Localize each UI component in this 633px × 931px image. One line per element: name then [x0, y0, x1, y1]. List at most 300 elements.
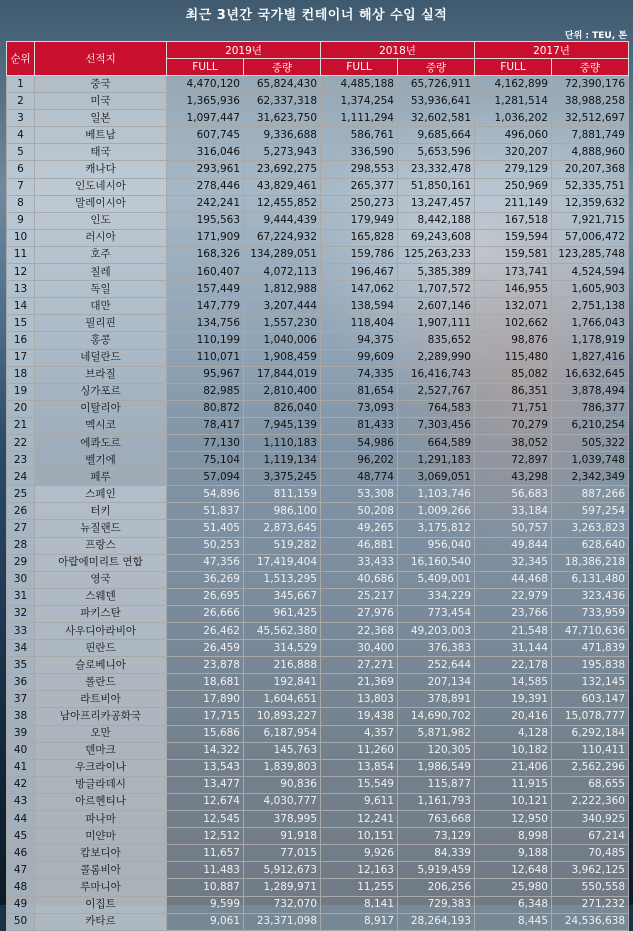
country-cell: 인도네시아	[35, 178, 167, 195]
full-2017-cell: 10,121	[475, 793, 552, 810]
weight-2017-cell: 4,524,594	[552, 264, 629, 281]
table-row	[7, 332, 629, 349]
table-row	[7, 93, 629, 110]
weight-2019-cell: 519,282	[244, 537, 321, 554]
full-2019-cell: 18,681	[167, 674, 244, 691]
weight-2017-cell: 123,285,748	[552, 246, 629, 263]
country-cell: 아르헨티나	[35, 793, 167, 810]
weight-2018-cell: 1,986,549	[398, 759, 475, 776]
full-2018-cell: 159,786	[321, 246, 398, 263]
country-cell: 스웨덴	[35, 588, 167, 605]
table-row	[7, 486, 629, 503]
country-cell: 필리핀	[35, 315, 167, 332]
full-2018-cell: 12,241	[321, 811, 398, 828]
header-2019-full: FULL	[167, 59, 244, 76]
weight-2017-cell: 7,921,715	[552, 212, 629, 229]
full-2019-cell: 54,896	[167, 486, 244, 503]
full-2018-cell: 13,803	[321, 691, 398, 708]
weight-2018-cell: 84,339	[398, 845, 475, 862]
unit-label: 단위 : TEU, 톤	[564, 31, 627, 41]
full-2019-cell: 147,779	[167, 298, 244, 315]
full-2017-cell: 25,980	[475, 879, 552, 896]
full-2017-cell: 72,897	[475, 452, 552, 469]
full-2018-cell: 15,549	[321, 776, 398, 793]
weight-2017-cell: 2,562,296	[552, 759, 629, 776]
weight-2018-cell: 7,303,456	[398, 417, 475, 434]
weight-2017-cell: 340,925	[552, 811, 629, 828]
full-2019-cell: 12,545	[167, 811, 244, 828]
weight-2018-cell: 2,607,146	[398, 298, 475, 315]
country-cell: 슬로베니아	[35, 657, 167, 674]
full-2018-cell: 9,926	[321, 845, 398, 862]
full-2018-cell: 138,594	[321, 298, 398, 315]
full-2019-cell: 77,130	[167, 434, 244, 451]
full-2019-cell: 168,326	[167, 246, 244, 263]
rank-cell: 14	[7, 298, 35, 315]
weight-2019-cell: 12,455,852	[244, 195, 321, 212]
table-row	[7, 178, 629, 195]
country-cell: 캄보디아	[35, 845, 167, 862]
weight-2018-cell: 376,383	[398, 640, 475, 657]
weight-2017-cell: 110,411	[552, 742, 629, 759]
full-2017-cell: 43,298	[475, 469, 552, 486]
table-row	[7, 913, 629, 930]
weight-2019-cell: 1,513,295	[244, 571, 321, 588]
header-2017-full: FULL	[475, 59, 552, 76]
full-2017-cell: 132,071	[475, 298, 552, 315]
weight-2019-cell: 31,623,750	[244, 110, 321, 127]
full-2018-cell: 22,368	[321, 623, 398, 640]
weight-2017-cell: 471,839	[552, 640, 629, 657]
full-2017-cell: 146,955	[475, 281, 552, 298]
rank-cell: 12	[7, 264, 35, 281]
country-cell: 싱가포르	[35, 383, 167, 400]
full-2019-cell: 1,365,936	[167, 93, 244, 110]
full-2019-cell: 195,563	[167, 212, 244, 229]
weight-2018-cell: 23,332,478	[398, 161, 475, 178]
weight-2017-cell: 1,178,919	[552, 332, 629, 349]
weight-2017-cell: 4,888,960	[552, 144, 629, 161]
full-2018-cell: 336,590	[321, 144, 398, 161]
weight-2017-cell: 6,131,480	[552, 571, 629, 588]
rank-cell: 40	[7, 742, 35, 759]
rank-cell: 37	[7, 691, 35, 708]
rank-cell: 6	[7, 161, 35, 178]
weight-2017-cell: 550,558	[552, 879, 629, 896]
weight-2018-cell: 115,877	[398, 776, 475, 793]
weight-2019-cell: 986,100	[244, 503, 321, 520]
table-row	[7, 229, 629, 246]
full-2019-cell: 15,686	[167, 725, 244, 742]
full-2017-cell: 211,149	[475, 195, 552, 212]
header-year-2018: 2018년	[321, 42, 475, 59]
table-row	[7, 588, 629, 605]
full-2019-cell: 10,887	[167, 879, 244, 896]
country-cell: 인도	[35, 212, 167, 229]
table-row	[7, 879, 629, 896]
full-2019-cell: 110,199	[167, 332, 244, 349]
rank-cell: 36	[7, 674, 35, 691]
full-2017-cell: 4,162,899	[475, 76, 552, 93]
weight-2019-cell: 345,667	[244, 588, 321, 605]
weight-2019-cell: 1,040,006	[244, 332, 321, 349]
table-row	[7, 469, 629, 486]
full-2017-cell: 21,548	[475, 623, 552, 640]
rank-cell: 31	[7, 588, 35, 605]
full-2019-cell: 36,269	[167, 571, 244, 588]
header-year-2017: 2017년	[475, 42, 629, 59]
header-rank: 순위	[7, 42, 35, 76]
country-cell: 카타르	[35, 913, 167, 930]
rank-cell: 9	[7, 212, 35, 229]
weight-2019-cell: 1,119,134	[244, 452, 321, 469]
weight-2017-cell: 271,232	[552, 896, 629, 913]
table-row	[7, 708, 629, 725]
full-2018-cell: 53,308	[321, 486, 398, 503]
table-row	[7, 246, 629, 263]
full-2018-cell: 19,438	[321, 708, 398, 725]
full-2017-cell: 50,757	[475, 520, 552, 537]
country-cell: 터키	[35, 503, 167, 520]
full-2017-cell: 21,406	[475, 759, 552, 776]
weight-2017-cell: 38,988,258	[552, 93, 629, 110]
full-2017-cell: 38,052	[475, 434, 552, 451]
weight-2019-cell: 1,110,183	[244, 434, 321, 451]
weight-2017-cell: 67,214	[552, 828, 629, 845]
weight-2018-cell: 1,103,746	[398, 486, 475, 503]
full-2019-cell: 78,417	[167, 417, 244, 434]
rank-cell: 19	[7, 383, 35, 400]
full-2018-cell: 147,062	[321, 281, 398, 298]
table-row	[7, 315, 629, 332]
full-2017-cell: 14,585	[475, 674, 552, 691]
full-2017-cell: 115,480	[475, 349, 552, 366]
table-row	[7, 691, 629, 708]
table-row	[7, 571, 629, 588]
full-2017-cell: 8,445	[475, 913, 552, 930]
rank-cell: 1	[7, 76, 35, 93]
weight-2018-cell: 3,069,051	[398, 469, 475, 486]
table-row	[7, 793, 629, 810]
country-cell: 말레이시아	[35, 195, 167, 212]
weight-2019-cell: 378,995	[244, 811, 321, 828]
rank-cell: 35	[7, 657, 35, 674]
weight-2018-cell: 125,263,233	[398, 246, 475, 263]
weight-2017-cell: 786,377	[552, 400, 629, 417]
table-row	[7, 383, 629, 400]
country-cell: 멕시코	[35, 417, 167, 434]
weight-2017-cell: 47,710,636	[552, 623, 629, 640]
header-2018-weight: 중량	[398, 59, 475, 76]
rank-cell: 29	[7, 554, 35, 571]
full-2018-cell: 12,163	[321, 862, 398, 879]
full-2018-cell: 165,828	[321, 229, 398, 246]
full-2017-cell: 32,345	[475, 554, 552, 571]
rank-cell: 20	[7, 400, 35, 417]
full-2019-cell: 278,446	[167, 178, 244, 195]
full-2018-cell: 118,404	[321, 315, 398, 332]
weight-2019-cell: 1,557,230	[244, 315, 321, 332]
country-cell: 베트남	[35, 127, 167, 144]
full-2018-cell: 25,217	[321, 588, 398, 605]
full-2019-cell: 82,985	[167, 383, 244, 400]
rank-cell: 10	[7, 229, 35, 246]
rank-cell: 38	[7, 708, 35, 725]
table-row	[7, 776, 629, 793]
full-2019-cell: 242,241	[167, 195, 244, 212]
weight-2019-cell: 1,812,988	[244, 281, 321, 298]
weight-2019-cell: 9,336,688	[244, 127, 321, 144]
full-2018-cell: 81,654	[321, 383, 398, 400]
country-cell: 독일	[35, 281, 167, 298]
weight-2019-cell: 5,912,673	[244, 862, 321, 879]
weight-2019-cell: 45,562,380	[244, 623, 321, 640]
full-2018-cell: 250,273	[321, 195, 398, 212]
full-2017-cell: 159,594	[475, 229, 552, 246]
full-2018-cell: 8,917	[321, 913, 398, 930]
weight-2018-cell: 1,009,266	[398, 503, 475, 520]
table-row	[7, 110, 629, 127]
weight-2017-cell: 887,266	[552, 486, 629, 503]
full-2017-cell: 85,082	[475, 366, 552, 383]
table-row	[7, 862, 629, 879]
table-row	[7, 144, 629, 161]
full-2017-cell: 496,060	[475, 127, 552, 144]
weight-2018-cell: 69,243,608	[398, 229, 475, 246]
weight-2017-cell: 505,322	[552, 434, 629, 451]
full-2017-cell: 86,351	[475, 383, 552, 400]
full-2019-cell: 11,657	[167, 845, 244, 862]
full-2018-cell: 30,400	[321, 640, 398, 657]
rank-cell: 2	[7, 93, 35, 110]
full-2017-cell: 12,648	[475, 862, 552, 879]
full-2019-cell: 171,909	[167, 229, 244, 246]
weight-2017-cell: 7,881,749	[552, 127, 629, 144]
weight-2018-cell: 5,919,459	[398, 862, 475, 879]
weight-2018-cell: 956,040	[398, 537, 475, 554]
weight-2019-cell: 6,187,954	[244, 725, 321, 742]
weight-2017-cell: 72,390,176	[552, 76, 629, 93]
weight-2017-cell: 52,335,751	[552, 178, 629, 195]
table-row	[7, 349, 629, 366]
country-cell: 칠레	[35, 264, 167, 281]
country-cell: 남아프리카공화국	[35, 708, 167, 725]
full-2019-cell: 157,449	[167, 281, 244, 298]
full-2019-cell: 13,477	[167, 776, 244, 793]
weight-2017-cell: 57,006,472	[552, 229, 629, 246]
full-2019-cell: 9,061	[167, 913, 244, 930]
country-cell: 이집트	[35, 896, 167, 913]
full-2017-cell: 173,741	[475, 264, 552, 281]
country-cell: 오만	[35, 725, 167, 742]
full-2018-cell: 50,208	[321, 503, 398, 520]
full-2018-cell: 1,111,294	[321, 110, 398, 127]
weight-2017-cell: 3,878,494	[552, 383, 629, 400]
full-2018-cell: 99,609	[321, 349, 398, 366]
rank-cell: 39	[7, 725, 35, 742]
full-2019-cell: 1,097,447	[167, 110, 244, 127]
full-2019-cell: 110,071	[167, 349, 244, 366]
full-2019-cell: 51,837	[167, 503, 244, 520]
rank-cell: 18	[7, 366, 35, 383]
full-2018-cell: 40,686	[321, 571, 398, 588]
rank-cell: 43	[7, 793, 35, 810]
weight-2019-cell: 43,829,461	[244, 178, 321, 195]
weight-2017-cell: 12,359,632	[552, 195, 629, 212]
weight-2018-cell: 664,589	[398, 434, 475, 451]
rank-cell: 49	[7, 896, 35, 913]
weight-2018-cell: 2,289,990	[398, 349, 475, 366]
weight-2018-cell: 764,583	[398, 400, 475, 417]
weight-2019-cell: 77,015	[244, 845, 321, 862]
full-2018-cell: 33,433	[321, 554, 398, 571]
country-cell: 이탈리아	[35, 400, 167, 417]
weight-2019-cell: 216,888	[244, 657, 321, 674]
full-2018-cell: 11,260	[321, 742, 398, 759]
table-row	[7, 725, 629, 742]
country-cell: 뉴질랜드	[35, 520, 167, 537]
full-2019-cell: 160,407	[167, 264, 244, 281]
weight-2017-cell: 24,536,638	[552, 913, 629, 930]
weight-2017-cell: 16,632,645	[552, 366, 629, 383]
full-2017-cell: 20,416	[475, 708, 552, 725]
country-cell: 사우디아라비아	[35, 623, 167, 640]
full-2019-cell: 47,356	[167, 554, 244, 571]
weight-2018-cell: 16,416,743	[398, 366, 475, 383]
full-2018-cell: 10,151	[321, 828, 398, 845]
country-cell: 스페인	[35, 486, 167, 503]
table-row	[7, 452, 629, 469]
country-cell: 우크라이나	[35, 759, 167, 776]
weight-2017-cell: 2,751,138	[552, 298, 629, 315]
weight-2017-cell: 32,512,697	[552, 110, 629, 127]
full-2017-cell: 12,950	[475, 811, 552, 828]
full-2017-cell: 71,751	[475, 400, 552, 417]
full-2018-cell: 73,093	[321, 400, 398, 417]
full-2018-cell: 48,774	[321, 469, 398, 486]
weight-2018-cell: 53,936,641	[398, 93, 475, 110]
full-2017-cell: 167,518	[475, 212, 552, 229]
weight-2018-cell: 5,653,596	[398, 144, 475, 161]
rank-cell: 24	[7, 469, 35, 486]
table-row	[7, 417, 629, 434]
table-row	[7, 127, 629, 144]
rank-cell: 23	[7, 452, 35, 469]
weight-2018-cell: 5,385,389	[398, 264, 475, 281]
weight-2019-cell: 3,375,245	[244, 469, 321, 486]
weight-2019-cell: 9,444,439	[244, 212, 321, 229]
rank-cell: 44	[7, 811, 35, 828]
full-2019-cell: 4,470,120	[167, 76, 244, 93]
rank-cell: 27	[7, 520, 35, 537]
full-2018-cell: 196,467	[321, 264, 398, 281]
weight-2018-cell: 28,264,193	[398, 913, 475, 930]
country-cell: 브라질	[35, 366, 167, 383]
full-2017-cell: 320,207	[475, 144, 552, 161]
table-row	[7, 281, 629, 298]
rank-cell: 7	[7, 178, 35, 195]
rank-cell: 15	[7, 315, 35, 332]
weight-2019-cell: 1,289,971	[244, 879, 321, 896]
full-2017-cell: 33,184	[475, 503, 552, 520]
table-row	[7, 400, 629, 417]
weight-2019-cell: 2,873,645	[244, 520, 321, 537]
country-cell: 벨기에	[35, 452, 167, 469]
rank-cell: 47	[7, 862, 35, 879]
table-row	[7, 264, 629, 281]
weight-2018-cell: 206,256	[398, 879, 475, 896]
weight-2018-cell: 1,291,183	[398, 452, 475, 469]
weight-2019-cell: 826,040	[244, 400, 321, 417]
rank-cell: 5	[7, 144, 35, 161]
table-row	[7, 366, 629, 383]
table-row	[7, 742, 629, 759]
table-row	[7, 537, 629, 554]
full-2017-cell: 1,036,202	[475, 110, 552, 127]
weight-2018-cell: 729,383	[398, 896, 475, 913]
country-cell: 캐나다	[35, 161, 167, 178]
full-2017-cell: 98,876	[475, 332, 552, 349]
full-2019-cell: 11,483	[167, 862, 244, 879]
country-cell: 에콰도르	[35, 434, 167, 451]
full-2019-cell: 134,756	[167, 315, 244, 332]
rank-cell: 21	[7, 417, 35, 434]
weight-2017-cell: 733,959	[552, 605, 629, 622]
table-row	[7, 76, 629, 93]
weight-2017-cell: 1,827,416	[552, 349, 629, 366]
rank-cell: 32	[7, 605, 35, 622]
weight-2019-cell: 67,224,932	[244, 229, 321, 246]
full-2019-cell: 26,695	[167, 588, 244, 605]
full-2017-cell: 279,129	[475, 161, 552, 178]
full-2018-cell: 8,141	[321, 896, 398, 913]
country-cell: 방글라데시	[35, 776, 167, 793]
rank-cell: 11	[7, 246, 35, 263]
weight-2017-cell: 2,342,349	[552, 469, 629, 486]
rank-cell: 8	[7, 195, 35, 212]
full-2019-cell: 12,674	[167, 793, 244, 810]
weight-2017-cell: 6,292,184	[552, 725, 629, 742]
rank-cell: 17	[7, 349, 35, 366]
table-row	[7, 845, 629, 862]
rank-cell: 26	[7, 503, 35, 520]
weight-2017-cell: 195,838	[552, 657, 629, 674]
full-2017-cell: 23,766	[475, 605, 552, 622]
weight-2019-cell: 314,529	[244, 640, 321, 657]
full-2018-cell: 586,761	[321, 127, 398, 144]
weight-2019-cell: 732,070	[244, 896, 321, 913]
weight-2019-cell: 23,692,275	[244, 161, 321, 178]
weight-2017-cell: 70,485	[552, 845, 629, 862]
weight-2019-cell: 1,908,459	[244, 349, 321, 366]
country-cell: 미국	[35, 93, 167, 110]
rank-cell: 42	[7, 776, 35, 793]
full-2017-cell: 10,182	[475, 742, 552, 759]
country-cell: 콜롬비아	[35, 862, 167, 879]
weight-2019-cell: 134,289,051	[244, 246, 321, 263]
full-2018-cell: 9,611	[321, 793, 398, 810]
table-row	[7, 640, 629, 657]
header-2019-weight: 중량	[244, 59, 321, 76]
rank-cell: 48	[7, 879, 35, 896]
page-title: 최근 3년간 국가별 컨테이너 해상 수입 실적	[185, 8, 448, 23]
weight-2018-cell: 32,602,581	[398, 110, 475, 127]
weight-2018-cell: 16,160,540	[398, 554, 475, 571]
weight-2018-cell: 65,726,911	[398, 76, 475, 93]
country-cell: 홍콩	[35, 332, 167, 349]
full-2017-cell: 31,144	[475, 640, 552, 657]
full-2017-cell: 49,844	[475, 537, 552, 554]
